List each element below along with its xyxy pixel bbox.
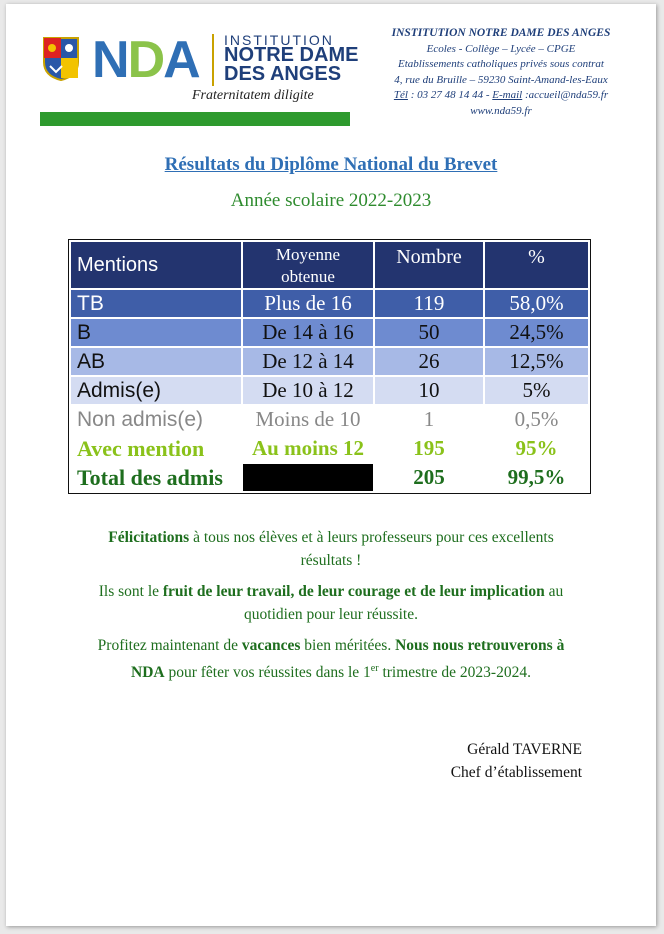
cell-percent: 5% [484, 376, 589, 405]
cell-mention: Admis(e) [70, 376, 242, 405]
cell-mention: TB [70, 289, 242, 318]
cell-nombre: 205 [374, 463, 484, 492]
table-row [70, 434, 589, 463]
document-page [6, 4, 656, 926]
effort-paragraph: Ils sont le fruit de leur travail, de leur courage et de leur implication au quotidien pour leur réussite. [98, 583, 564, 623]
cell-moyenne: De 12 à 14 [242, 347, 374, 376]
cell-nombre: 195 [374, 434, 484, 463]
cell-nombre: 50 [374, 318, 484, 347]
cell-moyenne: Au moins 12 [242, 434, 374, 463]
cell-mention: AB [70, 347, 242, 376]
institution-info [366, 26, 636, 119]
table-row [70, 318, 589, 347]
logo-institution-label: INSTITUTION [224, 32, 334, 48]
cell-mention: Non admis(e) [70, 405, 242, 434]
cell-moyenne: Moins de 10 [242, 405, 374, 434]
cell-nombre: 1 [374, 405, 484, 434]
table-row [70, 289, 589, 318]
header-green-bar [40, 112, 350, 126]
institution-website: www.nda59.fr [470, 104, 532, 117]
logo-motto: Fraternitatem diligite [192, 88, 314, 103]
signature-block [386, 738, 582, 784]
cell-mention: Total des admis [70, 463, 242, 492]
document-subtitle: Année scolaire 2022-2023 [230, 190, 432, 211]
signature-name: Gérald TAVERNE [467, 741, 582, 758]
table-row [70, 463, 589, 492]
cell-moyenne: Plus de 16 [242, 289, 374, 318]
cell-mention: B [70, 318, 242, 347]
institution-levels: Ecoles - Collège – Lycée – CPGE [426, 42, 576, 55]
nda-logo-text: NDA [92, 31, 199, 89]
table-row [70, 347, 589, 376]
logo-institution-name: NOTRE DAME DES ANGES [224, 44, 359, 85]
header-nombre: Nombre [374, 241, 484, 289]
table-header-row [70, 241, 589, 289]
cell-mention: Avec mention [70, 434, 242, 463]
logo-divider [212, 34, 214, 86]
document-title: Résultats du Diplôme National du Brevet [164, 154, 498, 175]
cell-moyenne: De 14 à 16 [242, 318, 374, 347]
cell-nombre: 119 [374, 289, 484, 318]
signature-role: Chef d’établissement [450, 764, 582, 781]
institution-contact: Tél : 03 27 48 14 44 - E-mail :accueil@nda59.fr [393, 89, 609, 101]
institution-title: INSTITUTION NOTRE DAME DES ANGES [391, 27, 611, 39]
cell-nombre: 26 [374, 347, 484, 376]
header-percent: % [484, 241, 589, 289]
cell-percent: 24,5% [484, 318, 589, 347]
cell-percent: 95% [484, 434, 589, 463]
header-moyenne: Moyenne obtenue [242, 241, 374, 289]
cell-percent: 0,5% [484, 405, 589, 434]
congratulations-paragraph: Félicitations à tous nos élèves et à leurs professeurs pour ces excellents résultats ! [108, 529, 554, 569]
table-row [70, 376, 589, 405]
header-mentions: Mentions [70, 241, 242, 289]
cell-moyenne: De 10 à 12 [242, 376, 374, 405]
cell-nombre: 10 [374, 376, 484, 405]
holidays-paragraph: Profitez maintenant de vacances bien méritées. Nous nous retrouverons à NDA pour fêter vos réussites dans le 1er trimestre de 2023-2024. [97, 637, 565, 682]
table-row [70, 405, 589, 434]
cell-percent: 58,0% [484, 289, 589, 318]
institution-type: Etablissements catholiques privés sous contrat [398, 58, 604, 70]
institution-logo [42, 28, 362, 108]
cell-percent: 12,5% [484, 347, 589, 376]
cell-moyenne-empty [242, 463, 374, 492]
cell-percent: 99,5% [484, 463, 589, 492]
institution-address: 4, rue du Bruille – 59230 Saint-Amand-les-Eaux [394, 73, 608, 86]
results-table [69, 240, 590, 493]
coat-of-arms-icon [42, 36, 80, 82]
